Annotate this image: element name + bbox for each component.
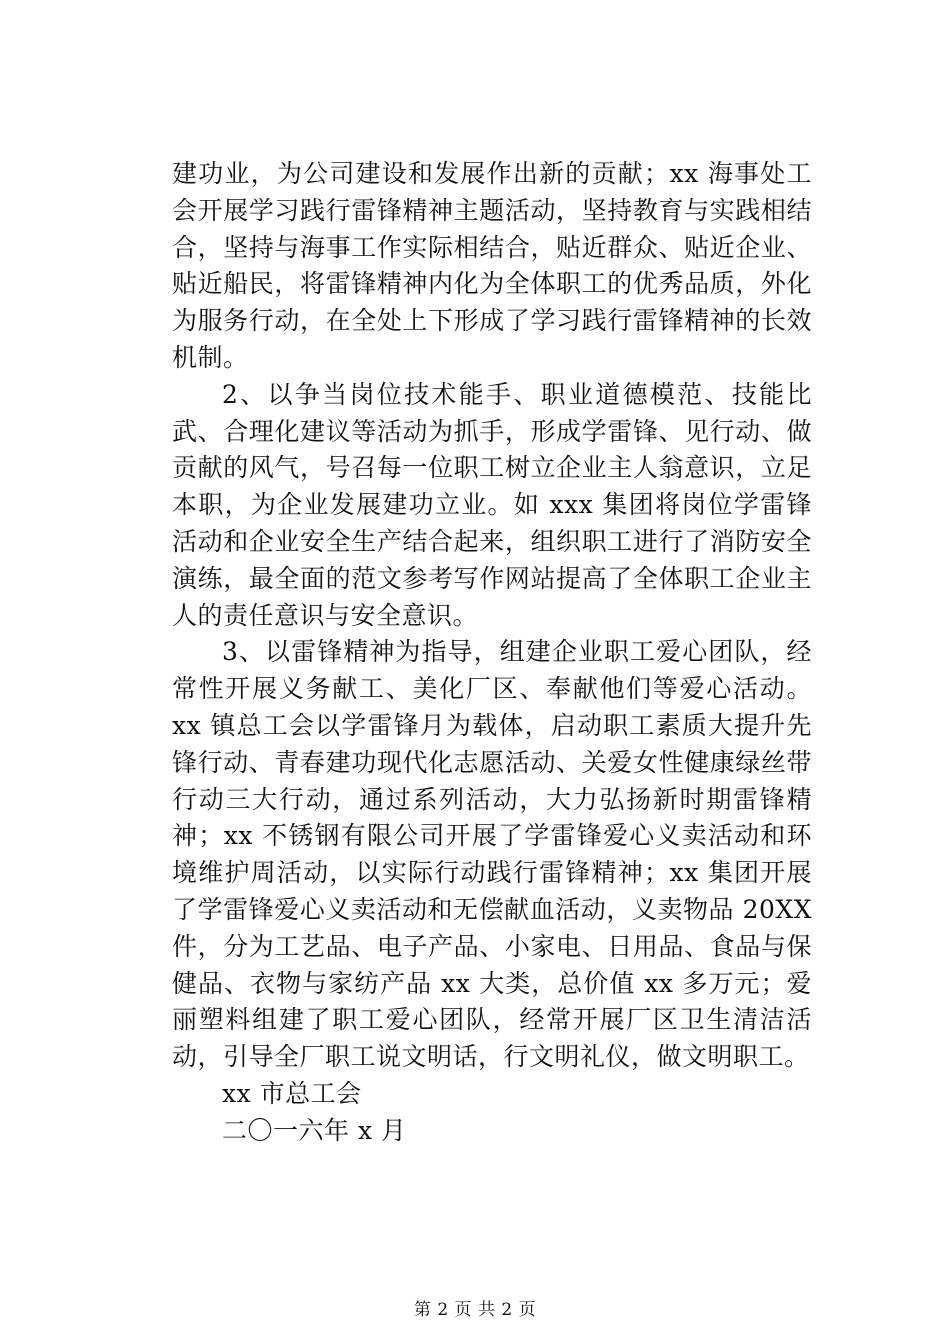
paragraph-3: 3、以雷锋精神为指导，组建企业职工爱心团队，经常性开展义务献工、美化厂区、奉献他们等爱心活动。xx 镇总工会以学雷锋月为载体，启动职工素质大提升先锋行动、青春建功现代化志愿活动、关爱女性健康绿丝带行动三大行动，通过系列活动，大力弘扬新时期雷锋精神；xx 不锈钢有限公司开展了学雷锋爱心义卖活动和环境维护周活动，以实际行动践行雷锋精神；xx 集团开展了学雷锋爱心义卖活动和无偿献血活动，义卖物品 20XX 件，分为工艺品、电子产品、小家电、日用品、食品与保健品、衣物与家纺产品 xx 大类，总价值 xx 多万元；爱丽塑料组建了职工爱心团队，经常开展厂区卫生清洁活动，引导全厂职工说文明话，行文明礼仪，做文明职工。 (172, 637, 812, 1072)
page-number-label: 第 2 页 共 2 页 (413, 1300, 537, 1320)
document-body (172, 156, 812, 1150)
signature-date: 二〇一六年 x 月 (222, 1115, 407, 1145)
paragraph-2: 2、以争当岗位技术能手、职业道德模范、技能比武、合理化建议等活动为抓手，形成学雷锋、见行动、做贡献的风气，号召每一位职工树立企业主人翁意识，立足本职，为企业发展建功立业。如 xxx 集团将岗位学雷锋活动和企业安全生产结合起来，组织职工进行了消防安全演练，最全面的范文参考写作网站提高了全体职工企业主人的责任意识与安全意识。 (172, 379, 812, 630)
page-footer (0, 1295, 950, 1320)
signature-block (172, 1076, 812, 1150)
paragraph-continued: 建功业，为公司建设和发展作出新的贡献；xx 海事处工会开展学习践行雷锋精神主题活动，坚持教育与实践相结合，坚持与海事工作实际相结合，贴近群众、贴近企业、贴近船民，将雷锋精神内化为全体职工的优秀品质，外化为服务行动，在全处上下形成了学习践行雷锋精神的长效机制。 (172, 159, 812, 372)
signature-organization: xx 市总工会 (222, 1078, 362, 1108)
